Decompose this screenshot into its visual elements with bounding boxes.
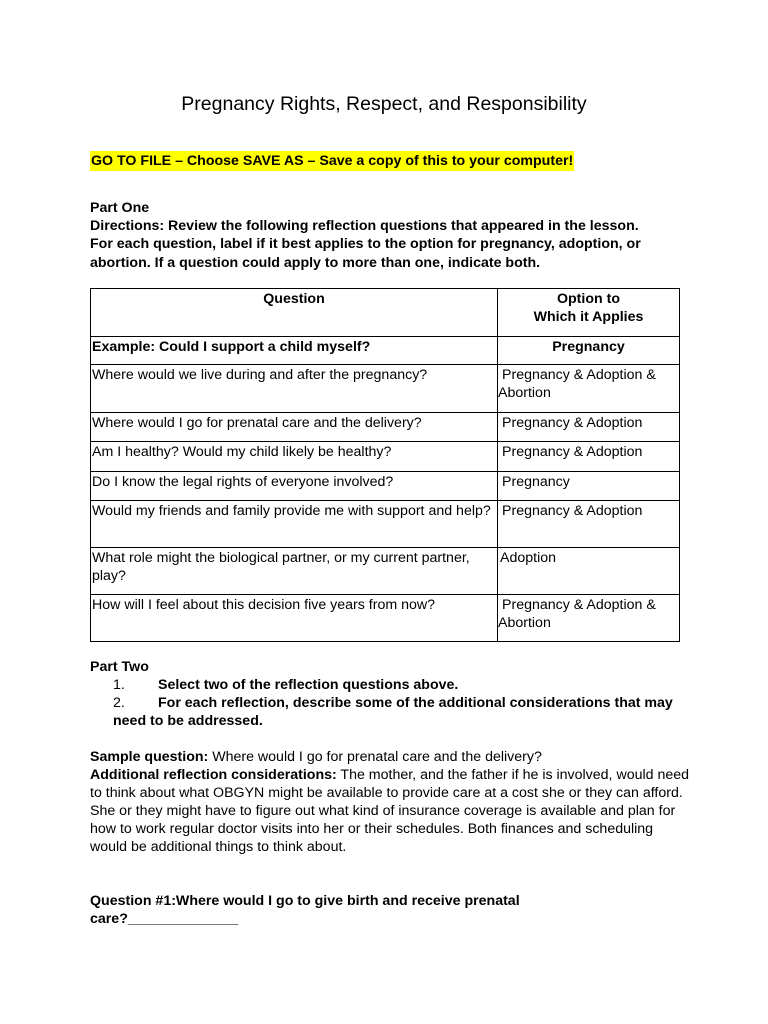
save-instruction-note: GO TO FILE – Choose SAVE AS – Save a copy of this to your computer! — [91, 153, 574, 169]
option-cell[interactable] — [498, 413, 680, 442]
considerations-label: Additional reflection considerations: — [90, 767, 337, 784]
question-cell: Where would I go for prenatal care and the delivery? — [91, 413, 498, 442]
part-one-heading: Part One — [90, 200, 150, 216]
table-row — [91, 501, 680, 548]
option-cell[interactable] — [498, 472, 680, 501]
option-line: Pregnancy & Adoption — [502, 444, 643, 460]
sample-question-label: Sample question: — [90, 749, 209, 765]
table-row — [91, 548, 680, 595]
directions-line: For each question, label if it best applies to the option for pregnancy, adoption, or — [90, 236, 641, 253]
list-text: For each reflection, describe some of the additional considerations that may need to be addressed. — [113, 695, 673, 730]
directions-line: Directions: Review the following reflection questions that appeared in the lesson. — [90, 218, 639, 235]
option-line: Pregnancy — [502, 474, 570, 490]
sample-section — [90, 748, 690, 857]
question-column-header: Question — [91, 289, 498, 337]
question-one-section — [90, 892, 690, 928]
sample-question-line — [90, 748, 690, 766]
example-option: Pregnancy — [498, 337, 680, 365]
option-header-line: Which it Applies — [533, 309, 644, 325]
question-cell: Do I know the legal rights of everyone involved? — [91, 472, 498, 501]
directions-line: abortion. If a question could apply to more than one, indicate both. — [90, 254, 541, 271]
option-column-header — [498, 289, 680, 337]
option-line: Pregnancy & Adoption & — [502, 367, 656, 383]
example-question: Example: Could I support a child myself? — [91, 337, 498, 365]
option-line: Pregnancy & Adoption — [502, 503, 643, 519]
part-two-list — [90, 676, 690, 730]
option-cell[interactable] — [498, 442, 680, 472]
list-number: 1. — [113, 677, 125, 694]
example-row — [91, 337, 680, 365]
question-cell: Where would we live during and after the pregnancy? — [91, 365, 498, 413]
table-header-row — [91, 289, 680, 337]
part-two-heading: Part Two — [90, 659, 149, 675]
option-line: Abortion — [498, 615, 551, 631]
list-item — [90, 694, 690, 730]
sample-question-text: Where would I go for prenatal care and the delivery? — [208, 749, 542, 765]
option-line: Pregnancy & Adoption & — [502, 597, 656, 613]
list-item — [90, 676, 690, 694]
option-line: Pregnancy & Adoption — [502, 415, 643, 431]
table-row — [91, 595, 680, 642]
question-cell: Would my friends and family provide me with support and help? — [91, 501, 498, 548]
question-cell: What role might the biological partner, or my current partner, play? — [91, 548, 498, 595]
table-row — [91, 365, 680, 413]
list-text: Select two of the reflection questions above. — [158, 677, 459, 694]
option-cell[interactable] — [498, 548, 680, 595]
part-one-section — [90, 199, 690, 272]
option-header-line: Option to — [556, 291, 621, 307]
question-one-answer-blank[interactable]: care?______________ — [90, 911, 239, 928]
table-row — [91, 442, 680, 472]
question-cell: How will I feel about this decision five years from now? — [91, 595, 498, 642]
part-two-section — [90, 658, 690, 730]
question-one-line: Question #1:Where would I go to give birth and receive prenatal — [90, 893, 520, 909]
option-line: Abortion — [498, 385, 551, 401]
option-cell[interactable] — [498, 365, 680, 413]
document-title: Pregnancy Rights, Respect, and Responsibility — [181, 93, 587, 115]
table-row — [91, 472, 680, 501]
option-line: Adoption — [500, 550, 557, 566]
sample-considerations — [90, 766, 690, 856]
option-cell[interactable] — [498, 595, 680, 642]
option-cell[interactable] — [498, 501, 680, 548]
reflection-table — [90, 288, 680, 642]
considerations-text: The mother, and the father if he is involved, would need to think about what OBGYN might be available to provide care at a cost she or they can afford. She or they might have to figure out what kind of insurance coverage is available and plan for how to work regular doctor visits into her or their schedules. Both finances and scheduling would be additional things to think about. — [90, 767, 690, 856]
list-number: 2. — [113, 695, 125, 712]
table-row — [91, 413, 680, 442]
question-cell: Am I healthy? Would my child likely be healthy? — [91, 442, 498, 472]
